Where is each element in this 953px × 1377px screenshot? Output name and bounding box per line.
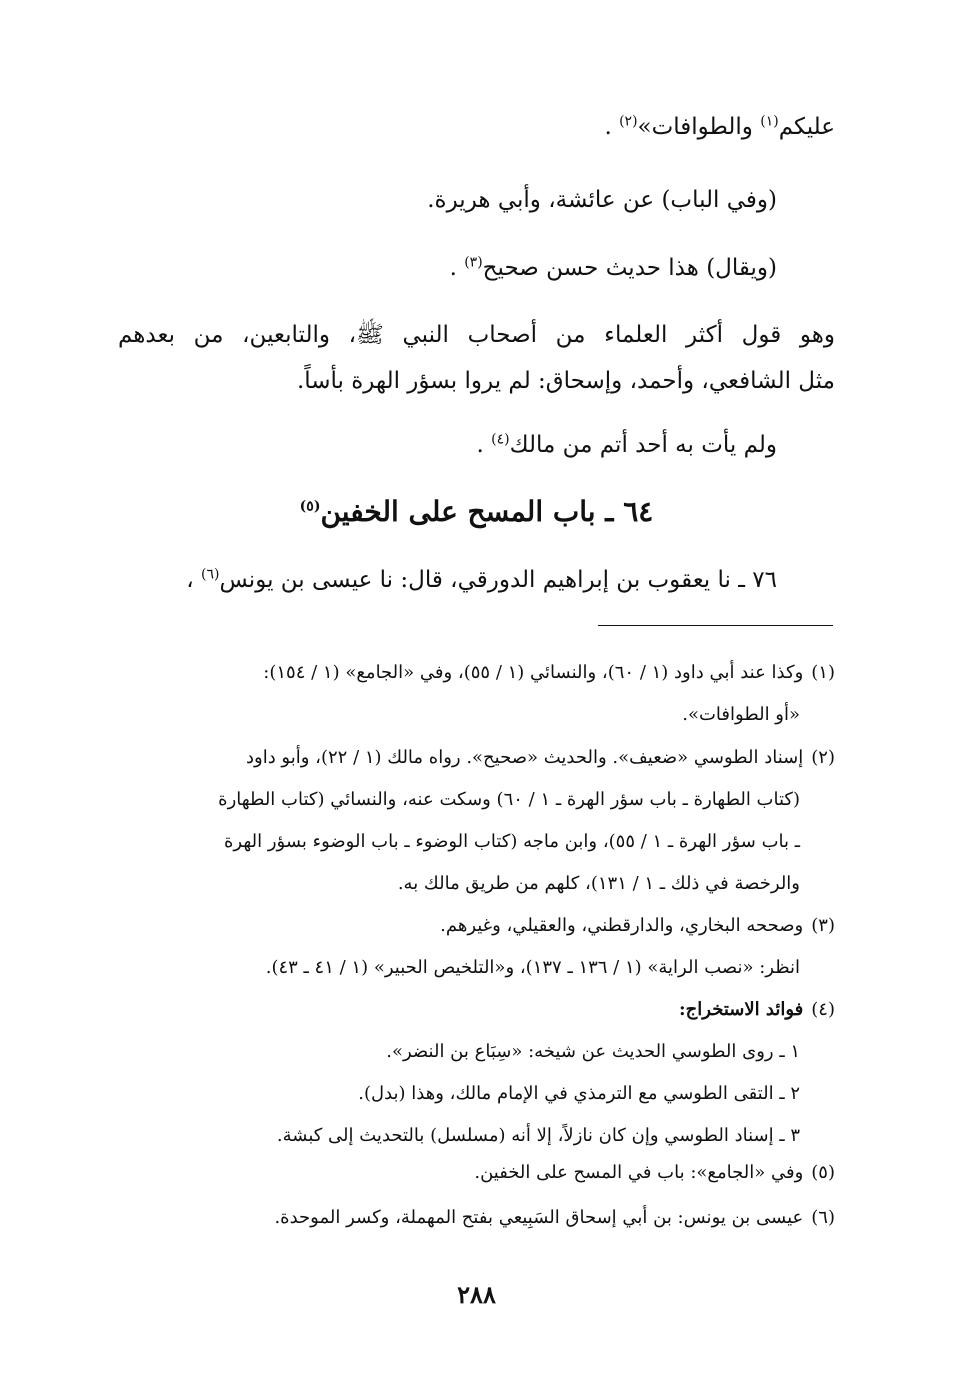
footnote-5-line-1 <box>474 1160 835 1186</box>
footnote-4-item-3: ٣ ـ إسناد الطوسي وإن كان نازلاً، إلا أنه (مسلسل) بالتحديث إلى كبشة. <box>276 1125 800 1146</box>
footnote-marker-4: (٤) <box>491 431 510 448</box>
footnote-2-line-3: ـ باب سؤر الهرة ـ ١ / ٥٥)، وابن ماجه (كتاب الوضوء ـ باب الوضوء بسؤر الهرة <box>223 831 800 852</box>
footnote-2-line-2: (كتاب الطهارة ـ باب سؤر الهرة ـ ١ / ٦٠) وسكت عنه، والنسائي (كتاب الطهارة <box>218 789 800 810</box>
body-text: ٧٦ ـ نا يعقوب بن إبراهيم الدورقي، قال: نا عيسى بن يونس <box>219 567 777 593</box>
body-line-6 <box>476 430 777 460</box>
body-text: . <box>604 114 620 140</box>
footnote-1-line-1 <box>263 660 835 686</box>
body-text: (ويقال) هذا حديث حسن صحيح <box>482 255 777 281</box>
body-line-4: وهو قول أكثر العلماء من أصحاب النبي ﷺ، والتابعين، من بعدهم <box>118 322 835 348</box>
footnote-number: (٤) <box>811 999 835 1020</box>
footnote-text: عيسى بن يونس: بن أبي إسحاق السَبِيعي بفتح المهملة، وكسر الموحدة. <box>274 1207 804 1228</box>
footnote-4-line-1 <box>679 997 835 1023</box>
footnote-4-item-1: ١ ـ روى الطوسي الحديث عن شيخه: «سِبَاع بن النضر». <box>386 1041 800 1062</box>
footnote-text: إسناد الطوسي «ضعيف». والحديث «صحيح». رواه مالك (١ / ٢٢)، وأبو داود <box>245 747 804 768</box>
chapter-heading <box>0 494 953 530</box>
body-line-5: مثل الشافعي، وأحمد، وإسحاق: لم يروا بسؤر الهرة بأساً. <box>296 368 835 394</box>
footnote-marker-6: (٦) <box>201 566 220 583</box>
footnote-separator <box>598 625 833 626</box>
chapter-heading-text: ٦٤ ـ باب المسح على الخفين <box>320 495 654 528</box>
footnote-subtitle: فوائد الاستخراج: <box>679 999 804 1020</box>
footnote-marker-1: (١) <box>760 113 779 130</box>
footnote-marker-3: (٣) <box>464 254 483 271</box>
footnote-number: (١) <box>811 662 835 683</box>
footnote-3-line-1 <box>440 913 835 939</box>
footnote-text: وكذا عند أبي داود (١ / ٦٠)، والنسائي (١ / ٥٥)، وفي «الجامع» (١ / ١٥٤): <box>263 662 804 683</box>
body-text: . <box>476 432 492 458</box>
footnote-2-line-1 <box>246 745 835 771</box>
body-text: . <box>449 255 465 281</box>
footnote-6-line-1 <box>274 1205 835 1231</box>
body-line-1 <box>604 112 835 142</box>
footnote-2-line-4: والرخصة في ذلك ـ ١ / ١٣١)، كلهم من طريق مالك به. <box>397 873 800 894</box>
body-text: عليكم <box>778 114 835 140</box>
footnote-text: وصححه البخاري، والدارقطني، والعقيلي، وغيرهم. <box>440 915 804 936</box>
footnote-1-line-2: «أو الطوافات». <box>682 704 800 725</box>
body-line-2: (وفي الباب) عن عائشة، وأبي هريرة. <box>427 187 777 213</box>
footnote-marker-5: (٥) <box>299 498 321 515</box>
footnote-text: وفي «الجامع»: باب في المسح على الخفين. <box>474 1162 804 1183</box>
footnote-3-line-2: انظر: «نصب الراية» (١ / ١٣٦ ـ ١٣٧)، و«التلخيص الحبير» (١ / ٤١ ـ ٤٣). <box>265 957 800 978</box>
footnote-number: (٣) <box>811 915 835 936</box>
footnote-marker-2: (٢) <box>619 113 638 130</box>
body-text: ، <box>186 567 201 593</box>
body-text: والطوافات» <box>637 114 761 140</box>
hadith-line <box>186 565 777 595</box>
footnote-number: (٦) <box>811 1207 835 1228</box>
footnote-number: (٢) <box>811 747 835 768</box>
footnote-number: (٥) <box>811 1162 835 1183</box>
page-number: ٢٨٨ <box>457 1280 496 1309</box>
body-text: ولم يأت به أحد أتم من مالك <box>509 432 777 458</box>
body-line-3 <box>450 253 777 283</box>
footnote-4-item-2: ٢ ـ التقى الطوسي مع الترمذي في الإمام مالك، وهذا (بدل). <box>358 1083 800 1104</box>
